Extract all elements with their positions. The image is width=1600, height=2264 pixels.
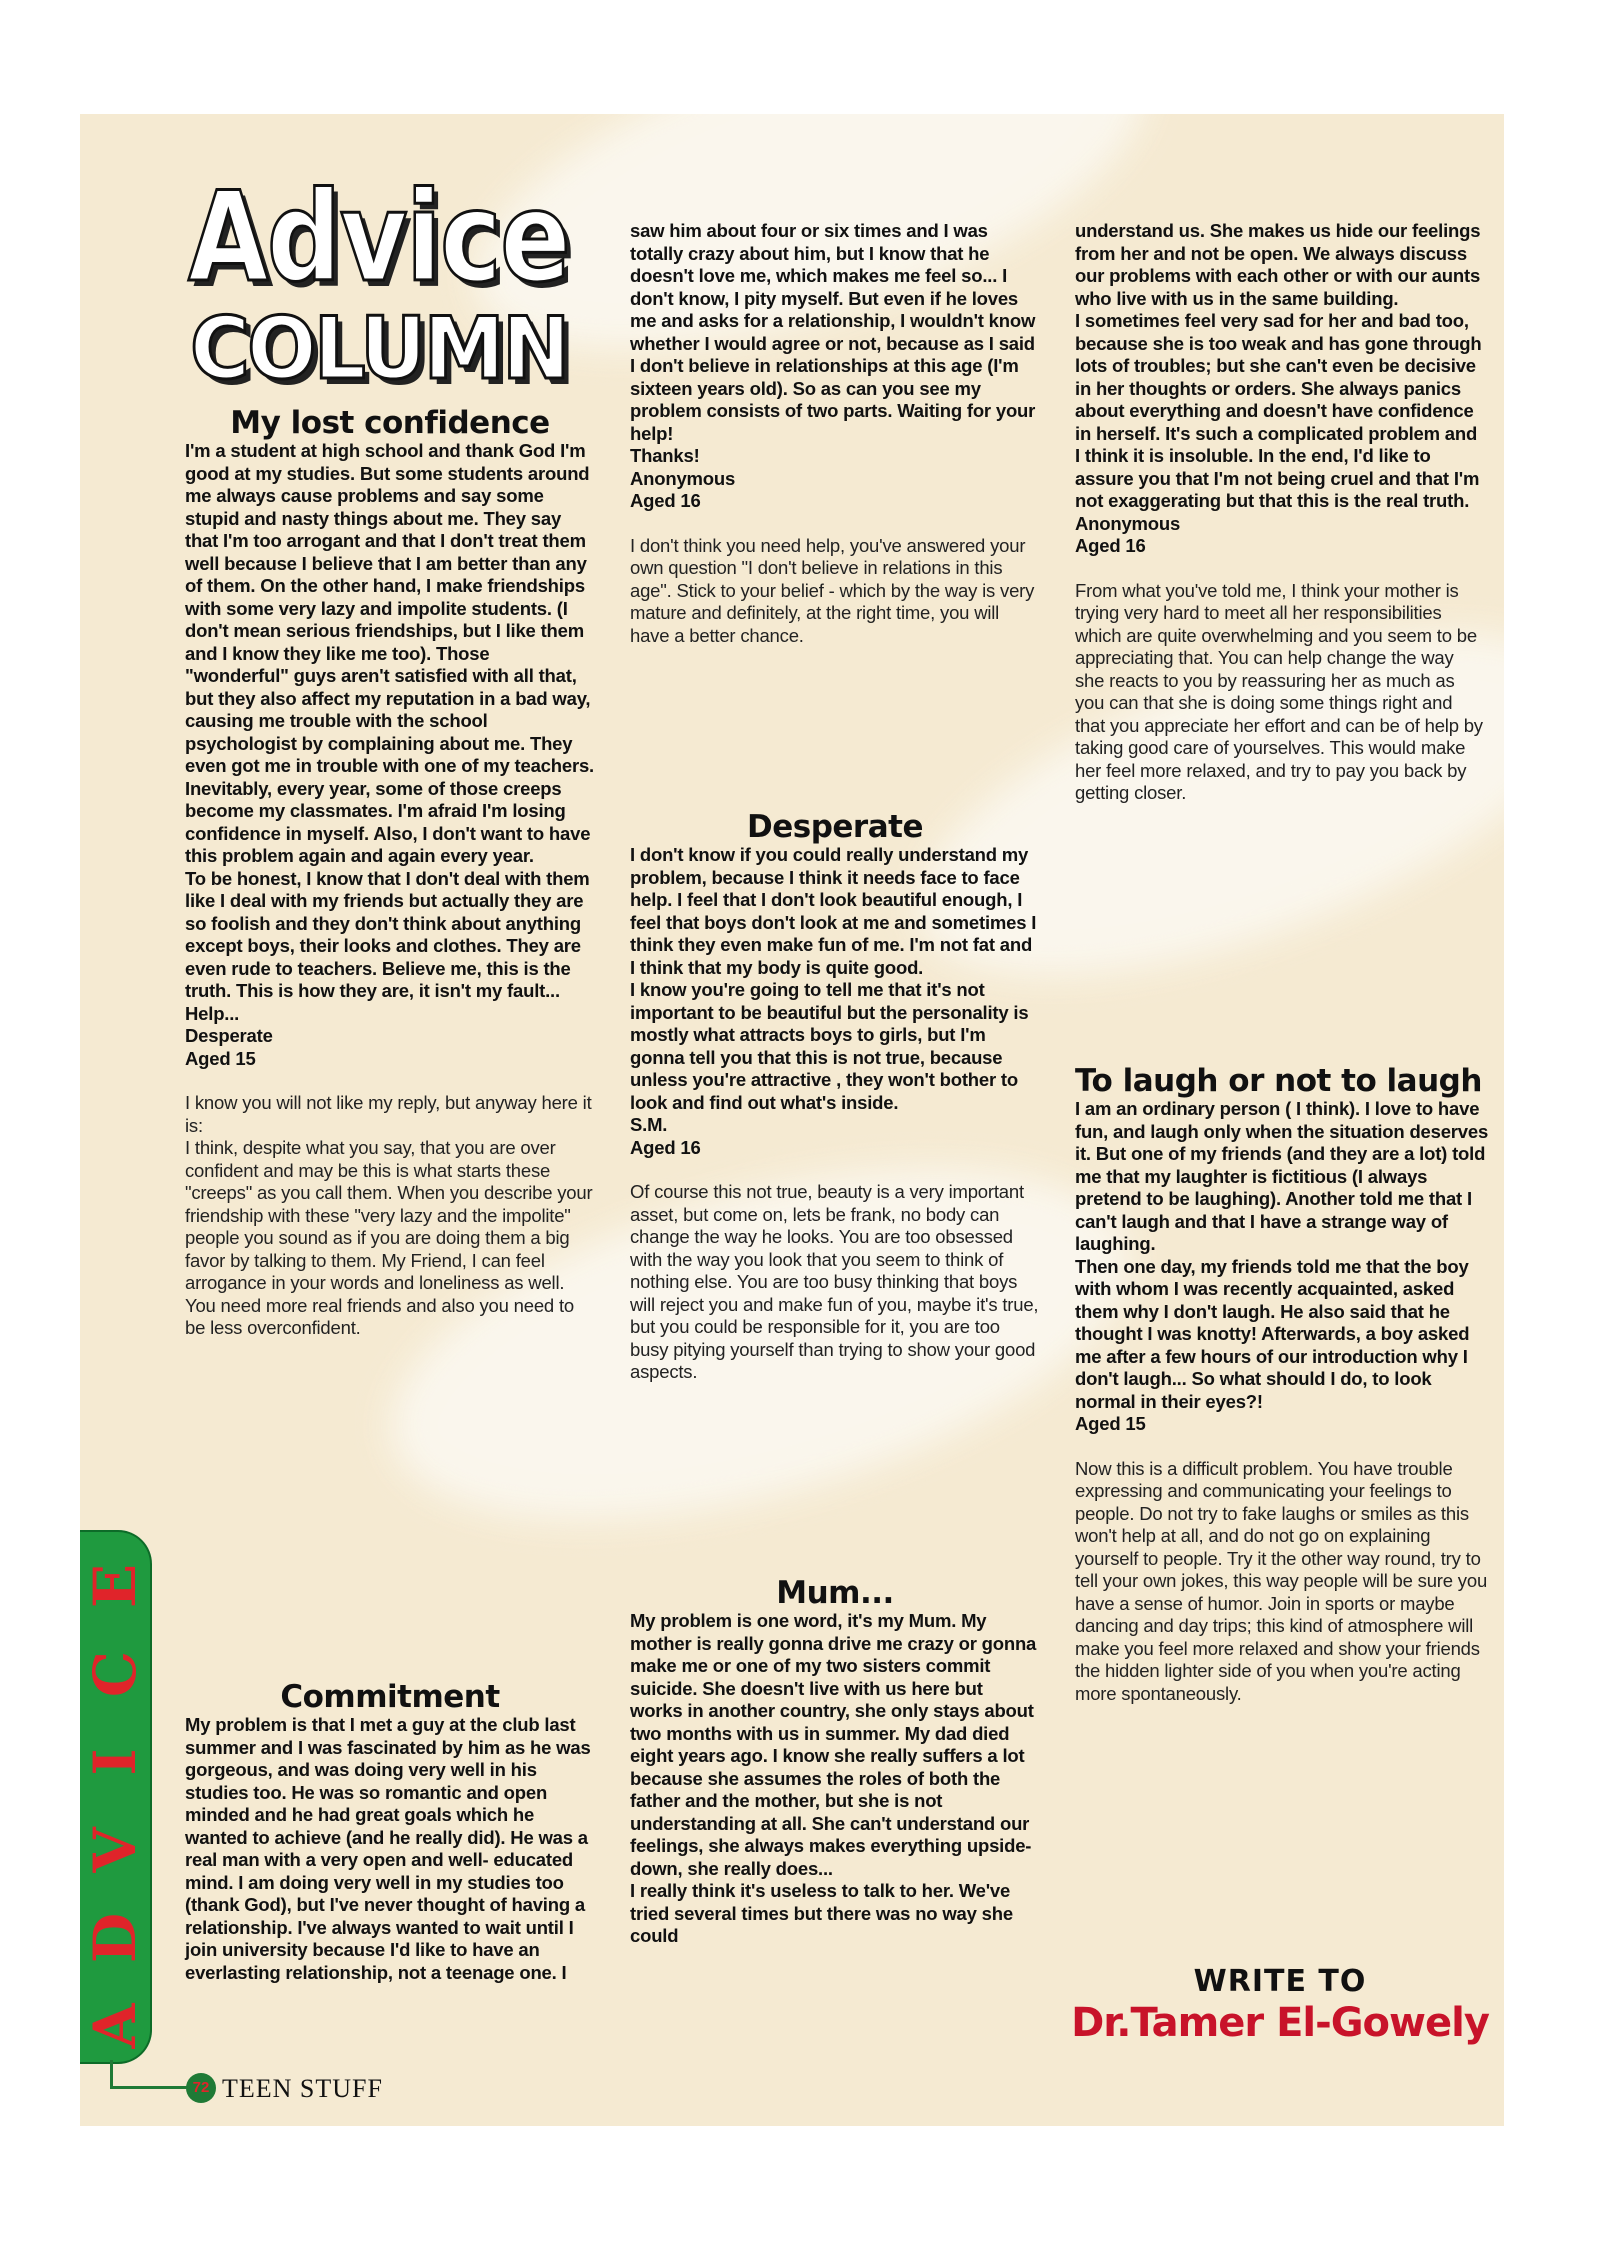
reply-paragraph: I think, despite what you say, that you are over confident and may be this is what starts these "creeps" as you call them. When you describe your friendship with these "very lazy and the impolite" people you sound as if you are doing them a big favor by talking to them. My Friend, I can feel arrogance in your words and loneliness as well. You need more real friends and also you need to be less overconfident.: [185, 1137, 593, 1338]
letter-paragraph: I really think it's useless to talk to her. We've tried several times but there was no way she could: [630, 1880, 1013, 1946]
column-title: Advice: [188, 166, 570, 310]
section-laugh: [1075, 1064, 1495, 1705]
connector-line: [110, 2060, 113, 2088]
letter-author: Desperate: [185, 1025, 273, 1046]
letter-paragraph: I don't know if you could really understand my problem, because I think it needs face to face help. I feel that I don't look beautiful enough, I feel that boys don't look at me and sometimes I think they even make fun of me. I'm not fat and I think that my body is quite good.: [630, 844, 1037, 978]
letter-signoff: Thanks!: [630, 445, 700, 466]
connector-line: [110, 2086, 190, 2089]
letter-paragraph: understand us. She makes us hide our feelings from her and not be open. We always discuss our problems with each other or with our aunts who live with us in the same building.: [1075, 220, 1481, 309]
tab-letter: E: [81, 1563, 149, 1609]
reader-letter: [630, 1610, 1040, 1948]
advice-reply: Now this is a difficult problem. You have trouble expressing and communicating your feelings to people. Do not try to fake laughs or smiles as this won't help at all, and do not go on explaining yourself to people. Try it the other way round, try to tell your own jokes, this way people will be sure you have a sense of humor. Join in sports or maybe dancing and day trips; this kind of atmosphere will make you feel more relaxed and show your friends the hidden lighter side of you when you're acting more spontaneously.: [1075, 1457, 1488, 1704]
letter-paragraph: I sometimes feel very sad for her and bad too, because she is too weak and has gone through lots of troubles; but she can't even be decisive in her thoughts or orders. She always panics about everything and doesn't have confidence in herself. It's such a complicated problem and I think it is insoluble. In the end, I'd like to assure you that I'm not being cruel and that I'm not exaggerating but that this is the real truth.: [1075, 310, 1482, 511]
tab-letter: V: [81, 1827, 149, 1873]
section-heading: Mum...: [776, 1575, 894, 1611]
letter-paragraph: I'm a student at high school and thank God I'm good at my studies. But some students around me always cause problems and say some stupid and nasty things about me. They say that I'm too arrogant and that I don't treat them well because I believe that I am better than any of them. On the other hand, I make friendships with some very lazy and impolite students. (I don't mean serious friendships, but I like them and I know they like me too). Those "wonderful" guys aren't satisfied with all that, but they also affect my reputation in a bad way, causing me trouble with the school psychologist by complaining about me. They even got me in trouble with one of my teachers. Inevitably, every year, some of those creeps become my classmates. I'm afraid I'm losing confidence in myself. Also, I don't want to have this problem again and again every year.: [185, 440, 594, 866]
reader-letter: [185, 440, 595, 1070]
advice-reply: [185, 1092, 595, 1340]
section-heading: Desperate: [747, 809, 923, 845]
tab-letter: C: [81, 1650, 149, 1698]
letter-paragraph: My problem is that I met a guy at the club last summer and I was fascinated by him as he was gorgeous, and was doing very well in his studies too. He was so romantic and open minded and he had great goals which he wanted to achieve (and he really did). He was a real man with a very open and well- educated mind. I am doing very well in my studies too (thank God), but I've never thought of having a relationship. I've always wanted to wait until I join university because I'd like to have an everlasting relationship, not a teenage one. I: [185, 1714, 591, 1983]
advice-reply: Of course this not true, beauty is a very important asset, but come on, lets be frank, no body can change the way he looks. You are too obsessed with the way you look that you seem to think of nothing else. You are too busy thinking that boys will reject you and make fun of you, maybe it's true, but you could be responsible for it, you are too busy pitying yourself than trying to show your good aspects.: [630, 1181, 1039, 1382]
tab-letter: I: [81, 1748, 149, 1776]
reader-letter: [630, 844, 1040, 1159]
section-heading: To laugh or not to laugh: [1075, 1063, 1482, 1099]
section-commitment-continued: [630, 220, 1040, 647]
letter-author: Anonymous: [1075, 512, 1181, 534]
section-mum-continued: [1075, 220, 1485, 805]
column-subtitle: COLUMN: [190, 299, 568, 399]
letter-author: Anonymous: [630, 467, 736, 489]
letter-paragraph: I am an ordinary person ( I think). I love to have fun, and laugh only when the situation deserves it. But one of my friends (and they are a lot) told me that my laughter is fictitious (I always pretend to be laughing). Another told me that I can't laugh and that I have a strange way of laughing.: [1075, 1098, 1489, 1254]
tab-letter: D: [81, 1912, 149, 1964]
write-to-label: WRITE TO: [1193, 1964, 1367, 1999]
reply-paragraph: I know you will not like my reply, but anyway here it is:: [185, 1092, 592, 1136]
reader-letter: [1075, 1098, 1495, 1436]
section-commitment: [185, 1680, 595, 1984]
letter-paragraph: Then one day, my friends told me that the boy with whom I was recently acquainted, asked them why I don't laugh. He also said that he thought I was knotty! Afterwards, a boy asked me after a few hours of our introduction why I don't laugh... So what should I do, to look normal in their eyes?!: [1075, 1255, 1470, 1412]
letter-paragraph: I know you're going to tell me that it's not important to be beautiful but the personality is mostly what attracts boys to girls, but I'm gonna tell you that this is not true, because unless you're attractive , they won't bother to look and find out what's inside.: [630, 979, 1029, 1113]
letter-age: Aged 16: [630, 1136, 701, 1158]
advisor-name: Dr.Tamer El-Gowely: [1071, 2000, 1489, 2046]
letter-paragraph: To be honest, I know that I don't deal with them like I deal with my friends but actually they are so foolish and they don't think about anything except boys, their looks and clothes. They are even rude to teachers. Believe me, this is the truth. This is how they are, it isn't my fault...: [185, 867, 590, 1001]
reader-letter: [1075, 220, 1485, 558]
letter-paragraph: saw him about four or six times and I was totally crazy about him, but I know that he doesn't love me, which makes me feel so... I don't know, I pity myself. But even if he loves me and asks for a relationship, I wouldn't know whether I would agree or not, because as I said I don't believe in relationships at this age (I'm sixteen years old). So as can you see my problem consists of two parts. Waiting for your help!: [630, 220, 1036, 444]
advice-reply: From what you've told me, I think your mother is trying very hard to meet all her responsibilities which are quite overwhelming and you seem to be appreciating that. You can help change the way she reacts to you by reassuring her as much as you can that she is doing some things right and that you appreciate her effort and can be of help by taking good care of yourselves. This would make her feel more relaxed, and try to pay you back by getting closer.: [1075, 579, 1483, 803]
tab-letter: A: [81, 2003, 149, 2049]
letter-age: Aged 16: [630, 490, 701, 511]
letter-age: Aged 15: [1075, 1413, 1146, 1434]
advice-reply: I don't think you need help, you've answered your own question "I don't believe in relations in this age". Stick to your belief - which by the way is very mature and definitely, at the right time, you will have a better chance.: [630, 534, 1035, 646]
letter-signoff: Help...: [185, 1002, 240, 1024]
section-heading: My lost confidence: [230, 405, 550, 441]
section-lost-confidence: [185, 406, 595, 1340]
section-mum: [630, 1576, 1040, 1948]
section-desperate: [630, 810, 1040, 1384]
section-heading: Commitment: [280, 1679, 500, 1715]
magazine-name: TEEN STUFF: [222, 2074, 383, 2103]
letter-age: Aged 15: [185, 1047, 256, 1069]
magazine-page: [80, 114, 1504, 2126]
letter-author: S.M.: [630, 1114, 668, 1135]
letter-paragraph: My problem is one word, it's my Mum. My mother is really gonna drive me crazy or gonna make me or one of my two sisters commit suicide. She doesn't live with us here but works in another country, she only stays about two months with us in summer. My dad died eight years ago. I know she really suffers a lot because she assumes the roles of both the father and the mother, but she is not understanding at all. She can't understand our feelings, she always makes everything upside-down, she really does...: [630, 1610, 1037, 1879]
reader-letter: [630, 220, 1040, 513]
advice-side-tab: [80, 1530, 152, 2064]
letter-age: Aged 16: [1075, 535, 1146, 556]
page-number: 72: [186, 2073, 216, 2103]
